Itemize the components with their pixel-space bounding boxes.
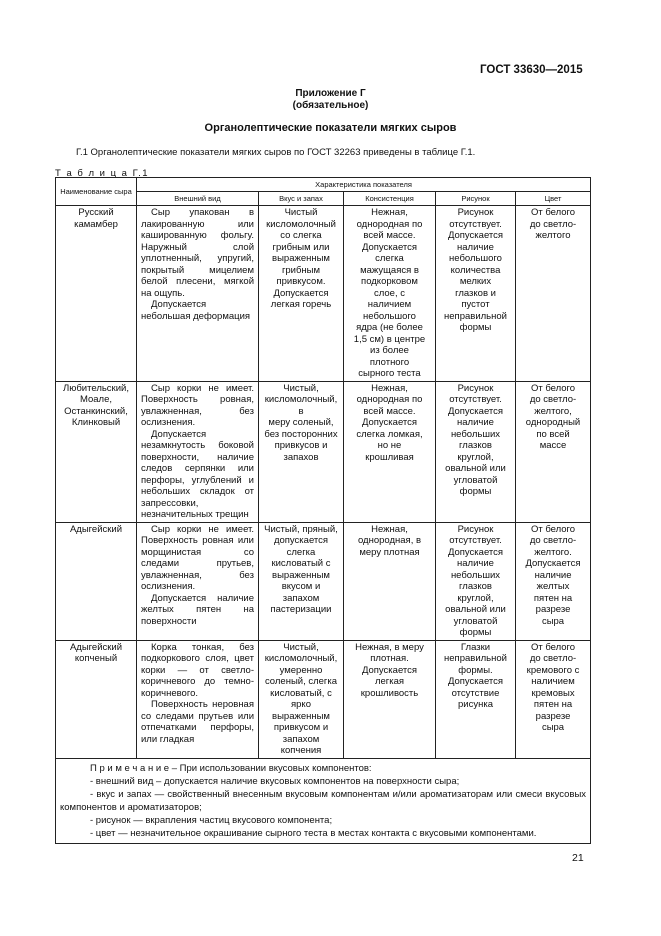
taste-smell-cell-text: запахов <box>283 451 319 463</box>
pattern-cell-text: наличие <box>457 558 494 569</box>
note-line: - внешний вид – допускается наличие вкусовых компонентов на поверхности сыра; <box>90 775 460 787</box>
taste-smell-cell-text: ярко <box>291 699 311 710</box>
consistency-cell-text: крошливая <box>365 451 414 463</box>
cheese-name-cell-text: Адыгейский <box>69 641 123 653</box>
color-cell-text: От белого <box>530 641 576 653</box>
note-line: - рисунок — вкрапления частиц вкусового компонента; <box>90 814 333 826</box>
consistency-cell-text: Нежная, <box>371 382 408 394</box>
pattern-cell-text: Допускается <box>447 676 504 687</box>
col-header-look: Внешний вид <box>137 192 259 206</box>
color-cell-text: до светло- <box>529 653 577 664</box>
taste-smell-cell <box>259 522 344 640</box>
table-label: Т а б л и ц а Г.1 <box>55 168 149 179</box>
color-cell-text: желтых <box>536 581 570 592</box>
consistency-cell-text: плотная. <box>370 653 409 664</box>
col-header-taste: Вкус и запах <box>259 192 344 206</box>
pattern-cell-text: угловатой <box>453 474 498 486</box>
pattern-cell-text: овальной или <box>445 463 506 474</box>
taste-smell-cell-text: копчения <box>280 745 322 756</box>
consistency-cell-text: слегка <box>375 253 404 264</box>
consistency-cell-text: Допускается <box>361 241 418 253</box>
cheese-name-cell-text: Клинковый <box>71 417 121 428</box>
appearance-cell-text: Допускается незамкнутость боковой поверхности, наличие следов серпянки или перфоры, углублений и небольших складок от запрессовки, незначительных трещин <box>141 428 254 520</box>
color-cell-text: наличием <box>531 676 575 687</box>
color-cell-text: желтого. <box>534 546 572 558</box>
appearance-cell-text: Сыр корки не имеет. Поверхность ровная или морщинистая со следами прутьев, увлажненная, без ослизнения. <box>141 523 254 592</box>
color-cell-text: по всей <box>536 428 570 440</box>
taste-smell-cell-text: Допускается <box>273 287 329 299</box>
color-cell-text: пятен на <box>533 699 573 710</box>
cheese-name-cell-text: Русский <box>78 207 114 218</box>
pattern-cell-text: наличие <box>457 417 494 428</box>
pattern-cell-text: формы <box>459 486 492 497</box>
consistency-cell-text: меру плотная <box>359 546 420 558</box>
appearance-cell <box>137 381 259 522</box>
taste-smell-cell-text: запахом <box>282 733 320 745</box>
taste-smell-cell-text: выраженным <box>272 253 330 264</box>
consistency-cell-text: однородная, в <box>357 535 422 546</box>
consistency-cell-text: наличием <box>367 299 412 310</box>
pattern-cell-text: угловатой <box>453 615 498 627</box>
consistency-cell-text: подкорковом <box>361 276 418 287</box>
pattern-cell-text: неправильной <box>444 310 507 322</box>
consistency-cell-text: ядра (не более <box>356 322 423 333</box>
pattern-cell-text: пустот <box>461 299 490 310</box>
consistency-cell-text: сырного теста <box>358 368 421 379</box>
color-cell-text: От белого <box>530 523 576 535</box>
page-number: 21 <box>572 852 584 864</box>
consistency-cell-text: крошливость <box>360 687 419 699</box>
color-cell-text: кремовых <box>531 687 575 699</box>
appearance-cell <box>137 522 259 640</box>
appearance-cell-text: Сыр упакован в лакированную или кашированную фольгу. Наружный слой уплотненный, упругий, покрытый мицелием белой плесени, мягкой на ощупь. <box>141 207 254 299</box>
color-cell-text: наличие <box>534 569 572 581</box>
color-cell-text: массе <box>539 440 567 451</box>
consistency-cell-text: мажущаяся в <box>360 264 419 276</box>
taste-smell-cell-text: кисловатый с <box>271 558 331 569</box>
consistency-cell-text: однородная по <box>356 394 423 405</box>
pattern-cell-text: Рисунок <box>457 523 494 535</box>
pattern-cell-text: формы <box>459 627 492 638</box>
pattern-cell-text: Допускается <box>447 546 504 558</box>
pattern-cell-text: наличие <box>457 241 494 253</box>
taste-smell-cell-text: меру соленый, <box>268 417 334 428</box>
consistency-cell-text: слое, с <box>374 287 405 299</box>
color-cell <box>516 206 591 382</box>
consistency-cell-text: Допускается <box>361 417 418 428</box>
color-cell-text: пятен на <box>533 592 573 604</box>
taste-smell-cell-text: соленый, слегка <box>264 676 338 687</box>
color-cell-text: желтого <box>535 230 571 241</box>
note-intro: – При использовании вкусовых компонентов: <box>169 762 372 774</box>
color-cell-text: сыра <box>541 722 565 733</box>
pattern-cell <box>436 640 516 758</box>
taste-smell-cell-text: легкая горечь <box>270 299 332 310</box>
color-cell-text: Допускается <box>525 558 581 569</box>
consistency-cell <box>344 206 436 382</box>
pattern-cell-text: глазков <box>459 581 492 592</box>
pattern-cell-text: формы <box>459 322 492 333</box>
consistency-cell-text: Допускается <box>361 664 418 676</box>
consistency-cell-text: небольшого <box>363 310 416 322</box>
note-label: П р и м е ч а н и е <box>90 762 170 774</box>
col-header-group: Характеристика показателя <box>137 178 591 192</box>
color-cell-text: От белого <box>530 382 576 394</box>
taste-smell-cell-text: выраженным <box>272 569 330 581</box>
taste-smell-cell-text: Чистый, пряный, <box>264 523 338 535</box>
consistency-cell-text: слегка ломкая, <box>356 428 423 440</box>
cheese-name-cell <box>56 206 137 382</box>
pattern-cell-text: круглой, <box>457 592 494 604</box>
pattern-cell-text: формы. <box>458 664 493 676</box>
pattern-cell-text: глазков и <box>455 287 496 299</box>
appearance-cell-text: Корка тонкая, без подкоркового слоя, цвет корки — от светло-коричневого до темно-коричневого. <box>141 641 254 699</box>
taste-smell-cell-text: кисломолочный <box>266 218 336 230</box>
consistency-cell <box>344 381 436 522</box>
consistency-cell-text: Нежная, <box>371 207 408 218</box>
taste-smell-cell-text: привкусом. <box>276 276 326 287</box>
intro-paragraph: Г.1 Органолептические показатели мягких сыров по ГОСТ 32263 приведены в таблице Г.1. <box>76 147 476 158</box>
color-cell-text: От белого <box>530 207 576 218</box>
table-note <box>56 758 591 843</box>
pattern-cell-text: небольших <box>450 569 501 581</box>
cheese-name-cell <box>56 640 137 758</box>
appearance-cell <box>137 640 259 758</box>
color-cell-text: желтого, <box>534 405 572 417</box>
consistency-cell-text: плотного <box>369 356 410 368</box>
color-cell-text: однородный <box>525 417 581 428</box>
taste-smell-cell-text: грибным или <box>272 241 330 253</box>
taste-smell-cell-text: выраженным <box>272 710 330 722</box>
taste-smell-cell-text: кисловатый, с <box>270 687 332 699</box>
pattern-cell-text: Допускается <box>447 230 504 241</box>
taste-smell-cell <box>259 381 344 522</box>
note-line: - вкус и запах — свойственный внесенным вкусовым компонентам и/или ароматизаторам или смеси вкусовых компонентов и ароматизаторов; <box>60 788 587 813</box>
table-note-row <box>56 758 591 843</box>
color-cell-text: сыра <box>541 615 565 627</box>
appearance-cell-text: Допускается небольшая деформация <box>141 299 251 322</box>
taste-smell-cell <box>259 206 344 382</box>
appearance-cell-text: Допускается наличие желтых пятен на поверхности <box>141 592 254 627</box>
color-cell-text: до светло- <box>529 218 577 230</box>
consistency-cell-text: всей массе. <box>363 405 416 417</box>
taste-smell-cell-text: Чистый, <box>283 641 319 653</box>
pattern-cell-text: мелких <box>459 276 492 287</box>
taste-smell-cell-text: кисломолочный, в <box>264 394 338 417</box>
color-cell-text: до светло- <box>529 535 577 546</box>
pattern-cell-text: овальной или <box>445 604 506 615</box>
consistency-cell-text: 1,5 см) в центре <box>353 333 426 345</box>
cheese-name-cell-text: копченый <box>74 653 118 664</box>
cheese-name-cell-text: камамбер <box>74 218 118 230</box>
cheese-name-cell-text: Останкинский, <box>64 405 128 417</box>
taste-smell-cell <box>259 640 344 758</box>
appearance-cell-text: Сыр корки не имеет. Поверхность ровная, увлажненная, без ослизнения. <box>141 382 254 428</box>
taste-smell-cell-text: пастеризации <box>270 604 332 615</box>
cheese-name-cell <box>56 522 137 640</box>
color-cell <box>516 522 591 640</box>
taste-smell-cell-text: допускается <box>273 535 329 546</box>
appendix-subtitle: (обязательное) <box>292 100 369 111</box>
color-cell-text: кремового с <box>526 664 580 676</box>
note-heading <box>60 762 586 775</box>
consistency-cell-text: Нежная, в меру <box>355 641 424 653</box>
taste-smell-cell-text: грибным <box>281 264 321 276</box>
pattern-cell <box>436 206 516 382</box>
appearance-cell <box>137 206 259 382</box>
table-row <box>56 206 591 382</box>
taste-smell-cell-text: слегка <box>286 546 316 558</box>
taste-smell-cell-text: умеренно <box>279 664 323 676</box>
pattern-cell-text: Рисунок <box>457 207 494 218</box>
pattern-cell-text: отсутствует. <box>449 535 502 546</box>
pattern-cell-text: глазков <box>459 440 492 451</box>
consistency-cell-text: но не <box>377 440 402 451</box>
consistency-cell <box>344 640 436 758</box>
col-header-consistency: Консистенция <box>344 192 436 206</box>
pattern-cell-text: круглой, <box>457 451 494 463</box>
taste-smell-cell-text: привкусов и <box>274 440 328 451</box>
taste-smell-cell-text: Чистый, <box>283 382 319 394</box>
col-header-color: Цвет <box>516 192 591 206</box>
color-cell-text: до светло- <box>529 394 577 405</box>
consistency-cell-text: легкая <box>374 676 405 687</box>
table-row <box>56 522 591 640</box>
color-cell-text: разрезе <box>535 604 571 615</box>
cheese-name-cell-text: Моале, <box>79 394 113 405</box>
note-line: - цвет — незначительное окрашивание сырного теста в местах контакта с вкусовыми компонентами. <box>90 827 537 839</box>
consistency-cell <box>344 522 436 640</box>
appearance-cell-text: Поверхность неровная со следами прутьев или отпечатками перфоры, или гладкая <box>141 699 254 745</box>
pattern-cell-text: отсутствует. <box>449 218 502 230</box>
taste-smell-cell-text: без посторонних <box>264 428 338 440</box>
organoleptic-table <box>55 177 591 844</box>
taste-smell-cell-text: привкусом и <box>273 722 329 733</box>
consistency-cell-text: однородная по <box>356 218 423 230</box>
taste-smell-cell-text: запахом <box>282 592 320 604</box>
taste-smell-cell-text: Чистый <box>284 207 318 218</box>
col-header-name: Наименование сыра <box>56 178 137 206</box>
color-cell <box>516 381 591 522</box>
pattern-cell-text: Глазки <box>460 641 491 653</box>
table-row <box>56 640 591 758</box>
pattern-cell-text: небольших <box>450 428 501 440</box>
pattern-cell <box>436 381 516 522</box>
appendix-title: Приложение Г <box>295 88 366 99</box>
cheese-name-cell-text: Адыгейский <box>69 523 123 535</box>
color-cell-text: разрезе <box>535 710 571 722</box>
pattern-cell-text: рисунка <box>458 699 493 710</box>
taste-smell-cell-text: со слегка <box>280 230 322 241</box>
color-cell <box>516 640 591 758</box>
pattern-cell <box>436 522 516 640</box>
cheese-name-cell <box>56 381 137 522</box>
pattern-cell-text: отсутствует. <box>449 394 502 405</box>
consistency-cell-text: из более <box>370 345 409 356</box>
pattern-cell-text: Допускается <box>447 405 504 417</box>
consistency-cell-text: Нежная, <box>371 523 408 535</box>
pattern-cell-text: отсутствие <box>451 687 500 699</box>
table-row <box>56 381 591 522</box>
col-header-pattern: Рисунок <box>436 192 516 206</box>
taste-smell-cell-text: кисломолочный, <box>264 653 338 664</box>
pattern-cell-text: небольшого <box>449 253 502 264</box>
pattern-cell-text: Рисунок <box>457 382 494 394</box>
pattern-cell-text: неправильной <box>444 653 507 664</box>
pattern-cell-text: количества <box>450 264 501 276</box>
cheese-name-cell-text: Любительский, <box>63 382 129 394</box>
taste-smell-cell-text: вкусом и <box>281 581 321 592</box>
consistency-cell-text: всей массе. <box>363 230 416 241</box>
section-heading: Органолептические показатели мягких сыров <box>204 122 457 134</box>
standard-number: ГОСТ 33630—2015 <box>480 64 583 76</box>
